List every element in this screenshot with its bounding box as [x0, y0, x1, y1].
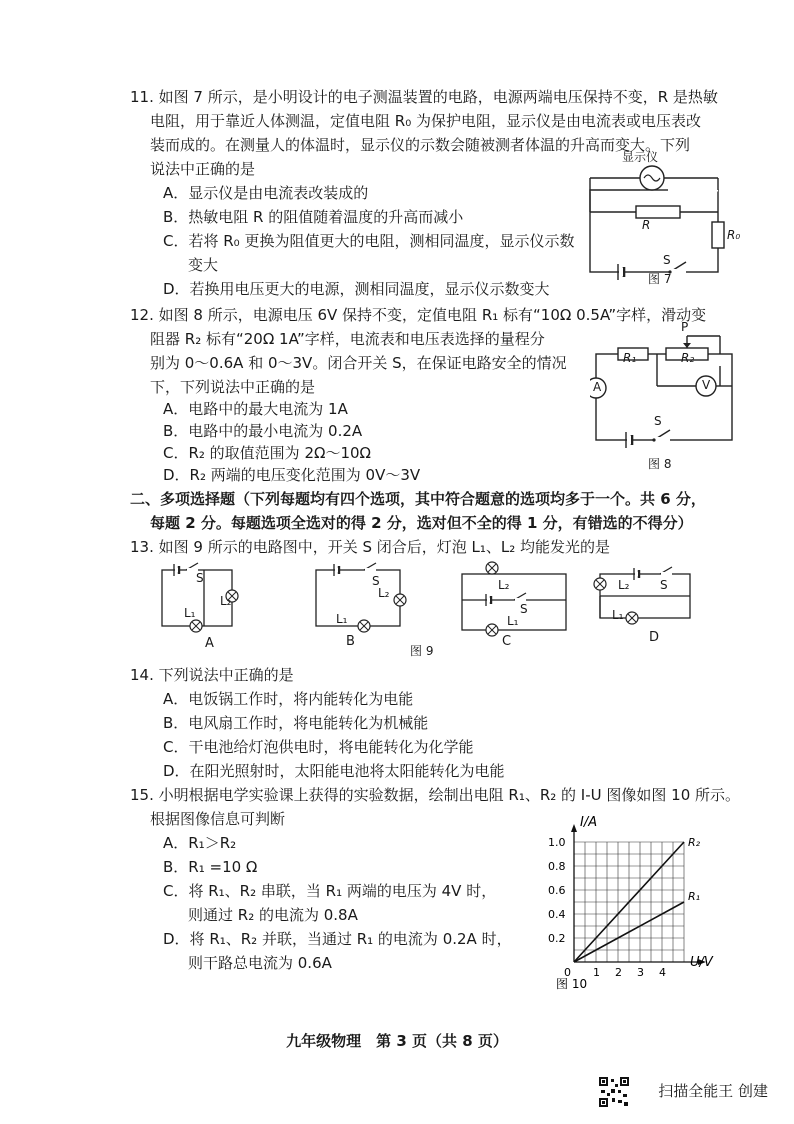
figure-9-caption: 图 9	[410, 644, 434, 658]
q15-option-a: A．R₁＞R₂	[163, 834, 237, 852]
figure-9c-l1-label: L₁	[507, 614, 519, 628]
y-tick-label: 0.6	[548, 884, 566, 897]
q15-option-b: B．R₁ =10 Ω	[163, 858, 258, 876]
figure-8-caption: 图 8	[648, 457, 672, 471]
q13-stem: 13. 如图 9 所示的电路图中，开关 S 闭合后，灯泡 L₁、L₂ 均能发光的是	[130, 538, 611, 556]
x-tick-label: 2	[615, 966, 622, 979]
figure-9-label-a: A	[205, 636, 214, 651]
q12-option-c: C．R₂ 的取值范围为 2Ω～10Ω	[163, 444, 372, 462]
figure-9-label-b: B	[346, 634, 355, 649]
series-label-1: R₂	[688, 836, 701, 849]
x-tick-label: 3	[637, 966, 644, 979]
figure-7-display-label: 显示仪	[622, 150, 659, 164]
q14-option-a: A．电饭锅工作时，将内能转化为电能	[163, 690, 414, 708]
page-footer: 九年级物理 第 3 页（共 8 页）	[286, 1032, 508, 1050]
q11-stem-line-2: 电阻，用于靠近人体测温，定值电阻 R₀ 为保护电阻，显示仪是由电流表或电压表改	[150, 112, 701, 130]
y-tick-label: 0.2	[548, 932, 566, 945]
q11-option-a: A．显示仪是由电流表改装成的	[163, 184, 369, 202]
figure-9d-s-label: S	[660, 578, 668, 592]
q15-option-c: C．将 R₁、R₂ 串联，当 R₁ 两端的电压为 4V 时，	[163, 882, 497, 900]
figure-9c-s-label: S	[520, 602, 528, 616]
series-label-2: R₁	[688, 890, 701, 903]
q12-stem-line-2: 阻器 R₂ 标有“20Ω 1A”字样，电流表和电压表选择的量程分	[150, 330, 545, 348]
figure-8-s-label: S	[654, 414, 662, 428]
q11-option-d: D．若换用电压更大的电源，测相同温度，显示仪示数变大	[163, 280, 550, 298]
figure-7-r-label: R	[642, 218, 651, 232]
y-tick-label: 0.8	[548, 860, 566, 873]
q15-option-d-cont: 则干路总电流为 0.6A	[188, 954, 332, 972]
q14-option-c: C．干电池给灯泡供电时，将电能转化为化学能	[163, 738, 474, 756]
thermistor-r-icon	[636, 206, 680, 218]
q15-option-c-cont: 则通过 R₂ 的电流为 0.8A	[188, 906, 358, 924]
figure-9a-l2-label: L₂	[220, 594, 232, 608]
q14-option-b: B．电风扇工作时，将电能转化为机械能	[163, 714, 429, 732]
chart-series	[574, 836, 701, 962]
figure-9-label-c: C	[502, 634, 512, 649]
figure-9-label-d: D	[649, 630, 660, 645]
q12-stem-line-1: 12. 如图 8 所示，电源电压 6V 保持不变，定值电阻 R₁ 标有“10Ω 0.5A”字样，滑动变	[130, 306, 707, 324]
x-tick-label: 0	[564, 966, 571, 979]
figure-9a-l1-label: L₁	[184, 606, 196, 620]
q11-option-c-cont: 变大	[188, 256, 219, 274]
figure-9b-l2-label: L₂	[378, 586, 390, 600]
q11-option-c: C．若将 R₀ 更换为阻值更大的电阻，测相同温度，显示仪示数	[163, 232, 575, 250]
figure-7-r0-label: R₀	[727, 228, 741, 242]
figure-9b-s-label: S	[372, 574, 380, 588]
q12-option-d: D．R₂ 两端的电压变化范围为 0V～3V	[163, 466, 421, 484]
q15-option-d: D．将 R₁、R₂ 并联，当通过 R₁ 的电流为 0.2A 时，	[163, 930, 512, 948]
figure-9c-l2-label: L₂	[498, 578, 510, 592]
figure-10-caption: 图 10	[556, 977, 588, 991]
figure-8-r2-label: R₂	[681, 351, 695, 365]
qr-code-icon	[598, 1076, 630, 1108]
q12-stem-line-4: 下，下列说法中正确的是	[150, 378, 316, 396]
section-2-heading-line-1: 二、多项选择题（下列每题均有四个选项，其中符合题意的选项均多于一个。共 6 分，	[130, 490, 706, 508]
q11-stem-line-4: 说法中正确的是	[150, 160, 256, 178]
chart-y-axis-label: I/A	[580, 815, 598, 830]
figure-8-voltmeter-label: V	[702, 378, 711, 392]
x-tick-label: 4	[659, 966, 666, 979]
figure-7-caption: 图 7	[648, 272, 672, 286]
figure-9a-s-label: S	[196, 571, 204, 585]
q11-option-b: B．热敏电阻 R 的阻值随着温度的升高而减小	[163, 208, 464, 226]
figure-7-circuit	[588, 150, 741, 290]
figure-8-r1-label: R₁	[623, 351, 637, 365]
y-tick-label: 0.4	[548, 908, 566, 921]
figure-7-s-label: S	[663, 253, 671, 267]
figure-8-p-label: P	[681, 320, 689, 334]
q15-stem-line-1: 15. 小明根据电学实验课上获得的实验数据，绘制出电阻 R₁、R₂ 的 I-U 图像如图 10 所示。	[130, 786, 741, 804]
circuit-d	[594, 567, 690, 624]
q15-stem-line-2: 根据图像信息可判断	[150, 810, 286, 828]
figure-8-ammeter-label: A	[593, 380, 602, 394]
figure-9d-l1-label: L₁	[612, 608, 624, 622]
x-tick-label: 1	[593, 966, 600, 979]
figure-9d-l2-label: L₂	[618, 578, 630, 592]
figure-9-circuits	[160, 560, 720, 640]
q12-option-a: A．电路中的最大电流为 1A	[163, 400, 348, 418]
figure-8-circuit	[590, 326, 740, 456]
figure-10-iu-chart	[538, 812, 718, 992]
circuit-b	[316, 563, 406, 632]
q11-stem-line-1: 11. 如图 7 所示，是小明设计的电子测温装置的电路，电源两端电压保持不变，R 是热敏	[130, 88, 718, 106]
q12-option-b: B．电路中的最小电流为 0.2A	[163, 422, 363, 440]
q11-stem-line-3: 装而成的。在测量人的体温时，显示仪的示数会随被测者体温的升高而变大。下列	[150, 136, 691, 154]
q14-option-d: D．在阳光照射时，太阳能电池将太阳能转化为电能	[163, 762, 505, 780]
chart-x-axis-label: U/V	[690, 955, 713, 970]
q14-stem: 14. 下列说法中正确的是	[130, 666, 294, 684]
resistor-r0-icon	[712, 222, 724, 248]
y-tick-label: 1.0	[548, 836, 566, 849]
section-2-heading-line-2: 每题 2 分。每题选项全选对的得 2 分，选对但不全的得 1 分，有错选的不得分）	[150, 514, 693, 532]
figure-9b-l1-label: L₁	[336, 612, 348, 626]
scanner-watermark: 扫描全能王 创建	[658, 1082, 768, 1100]
y-axis-arrow-icon	[571, 824, 577, 832]
q12-stem-line-3: 别为 0～0.6A 和 0～3V。闭合开关 S，在保证电路安全的情况	[150, 354, 567, 372]
